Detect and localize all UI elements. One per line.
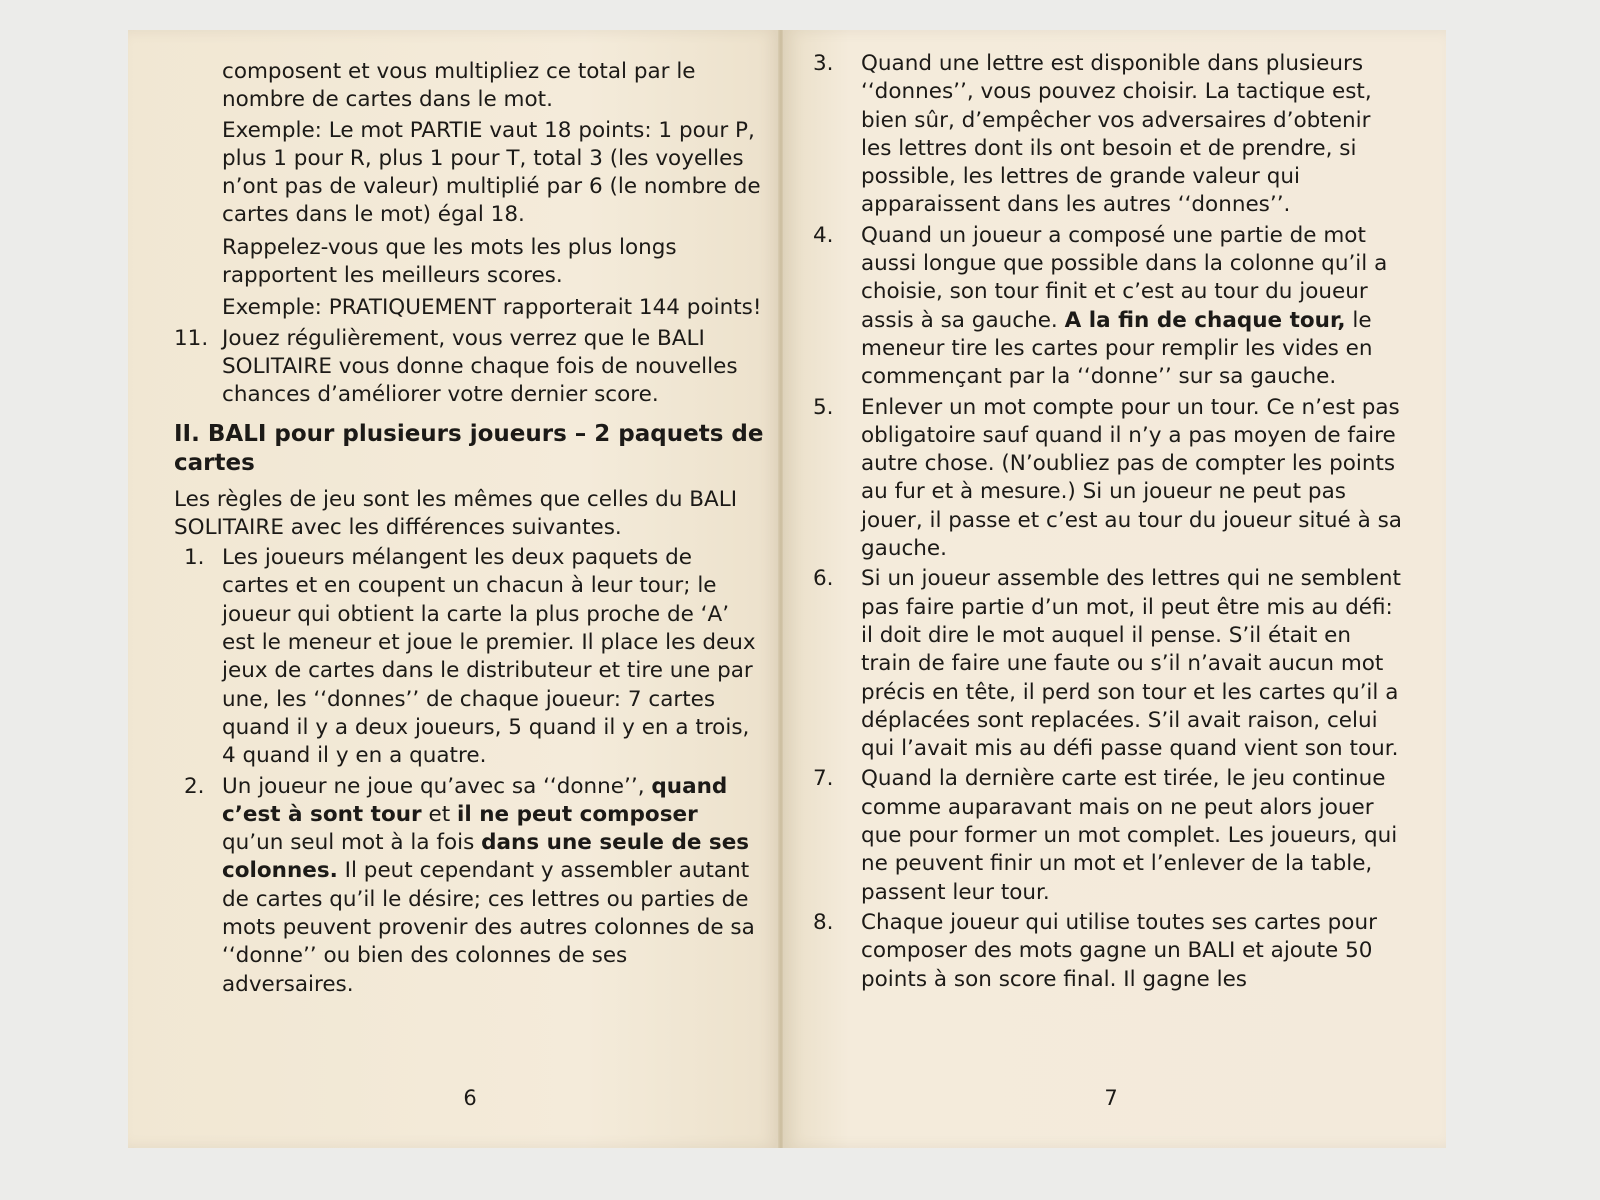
rule-text-part: qu’un seul mot à la fois	[222, 830, 482, 856]
rule-text: Quand la dernière carte est tirée, le jeu continue comme auparavant mais on ne peut alors jouer que pour former un mot complet. Les joueurs, qui ne peuvent finir un mot et l’enlever de la table, passent leur tour.	[861, 766, 1398, 905]
rule-text	[222, 773, 764, 999]
rule-item-2	[174, 773, 764, 999]
rule-item-11	[174, 325, 764, 410]
rule-number: 5.	[813, 394, 834, 420]
page-number-right: 7	[1104, 1086, 1118, 1110]
rule-number: 11.	[174, 325, 209, 351]
rule-item-5	[813, 394, 1403, 564]
rule-number: 4.	[813, 222, 834, 248]
rule-text-part: le meneur tire les cartes pour remplir les vides en commençant par la ‘‘donne’’ sur sa gauche.	[861, 307, 1373, 390]
rule-text: Enlever un mot compte pour un tour. Ce n’est pas obligatoire sauf quand il n’y a pas moyen de faire autre chose. (N’oubliez pas de compter les points au fur et à mesure.) Si un joueur ne peut pas jouer, il passe et c’est au tour du joueur situé à sa gauche.	[861, 394, 1402, 562]
long-words-note: Rappelez-vous que les mots les plus longs rapportent les meilleurs scores.	[222, 234, 677, 289]
rule-item-1	[174, 544, 764, 770]
rule-text-bold: quand c’est à sont tour	[222, 773, 728, 827]
rule-number: 7.	[813, 766, 834, 792]
rule-text	[861, 222, 1403, 392]
example-pratiquement: Exemple: PRATIQUEMENT rapporterait 144 points!	[222, 295, 762, 321]
rule-text-part: et	[421, 801, 457, 827]
rule-text: Chaque joueur qui utilise toutes ses cartes pour composer des mots gagne un BALI et ajoute 50 points à son score final. Il gagne les	[861, 909, 1377, 992]
section-intro: Les règles de jeu sont les mêmes que celles du BALI SOLITAIRE avec les différences suivantes.	[174, 486, 738, 540]
rule-text: Quand une lettre est disponible dans plusieurs ‘‘donnes’’, vous pouvez choisir. La tactique est, bien sûr, d’empêcher vos adversaires d’obtenir les lettres dont ils ont besoin et de prendre, si possible, les lettres de grande valeur qui apparaissent dans les autres ‘‘donnes’’.	[861, 51, 1372, 218]
rule-text-part: Il peut cependant y assembler autant de cartes qu’il le désire; ces lettres ou parties de mots peuvent provenir des autres colonnes de sa ‘‘donne’’ ou bien des colonnes de ses adversaires.	[222, 858, 755, 997]
rule-number: 3.	[813, 51, 834, 76]
rule-text-bold: A la fin de chaque tour,	[1064, 307, 1346, 333]
right-page	[783, 30, 1446, 1148]
rule-number: 8.	[813, 909, 834, 935]
rule-text-part: Quand un joueur a composé une partie de mot aussi longue que possible dans la colonne qu’il a choisie, son tour finit et c’est au tour du joueur assis à sa gauche.	[861, 222, 1388, 333]
rule-text: Si un joueur assemble des lettres qui ne semblent pas faire partie d’un mot, il peut être mis au défi: il doit dire le mot auquel il pense. S’il était en train de faire une faute ou s’il n’avait aucun mot précis en tête, il perd son tour et les cartes qu’il a déplacées sont replacées. S’il avait raison, celui qui l’avait mis au défi passe quand vient son tour.	[861, 566, 1401, 762]
rule-number: 6.	[813, 566, 834, 592]
page-number-left: 6	[463, 1086, 477, 1110]
rule-text-bold: il ne peut composer	[456, 801, 698, 827]
right-page-content	[813, 48, 1403, 994]
booklet	[128, 30, 1446, 1148]
rule-item-8	[813, 909, 1403, 994]
left-page-content	[174, 56, 764, 999]
rule-number: 1.	[184, 545, 205, 571]
rule-number: 2.	[184, 773, 205, 799]
example-partie: Exemple: Le mot PARTIE vaut 18 points: 1 pour P, plus 1 pour R, plus 1 pour T, total 3 (les voyelles n’ont pas de valeur) multiplié par 6 (le nombre de cartes dans le mot) égal 18.	[222, 117, 761, 228]
section-title: II. BALI pour plusieurs joueurs – 2 paquets de cartes	[174, 420, 764, 476]
rule-text: Les joueurs mélangent les deux paquets de cartes et en coupent un chacun à leur tour; le joueur qui obtient la carte la plus proche de ‘A’ est le meneur et joue le premier. Il place les deux jeux de cartes dans le distributeur et tire une par une, les ‘‘donnes’’ de chaque joueur: 7 cartes quand il y a deux joueurs, 5 quand il y en a trois, 4 quand il y en a quatre.	[222, 545, 756, 769]
rule-text: Jouez régulièrement, vous verrez que le BALI SOLITAIRE vous donne chaque fois de nouvelles chances d’améliorer votre dernier score.	[222, 325, 738, 408]
rule-text-part: Un joueur ne joue qu’avec sa ‘‘donne’’,	[222, 773, 652, 799]
left-page	[128, 30, 780, 1148]
rule-text-bold: dans une seule de ses colonnes.	[222, 830, 750, 884]
rule-item-3	[813, 50, 1403, 220]
rule-item-4	[813, 222, 1403, 392]
continuation-paragraph: composent et vous multipliez ce total par le nombre de cartes dans le mot.	[222, 59, 696, 113]
rule-item-7	[813, 765, 1403, 906]
rule-item-6	[813, 565, 1403, 763]
